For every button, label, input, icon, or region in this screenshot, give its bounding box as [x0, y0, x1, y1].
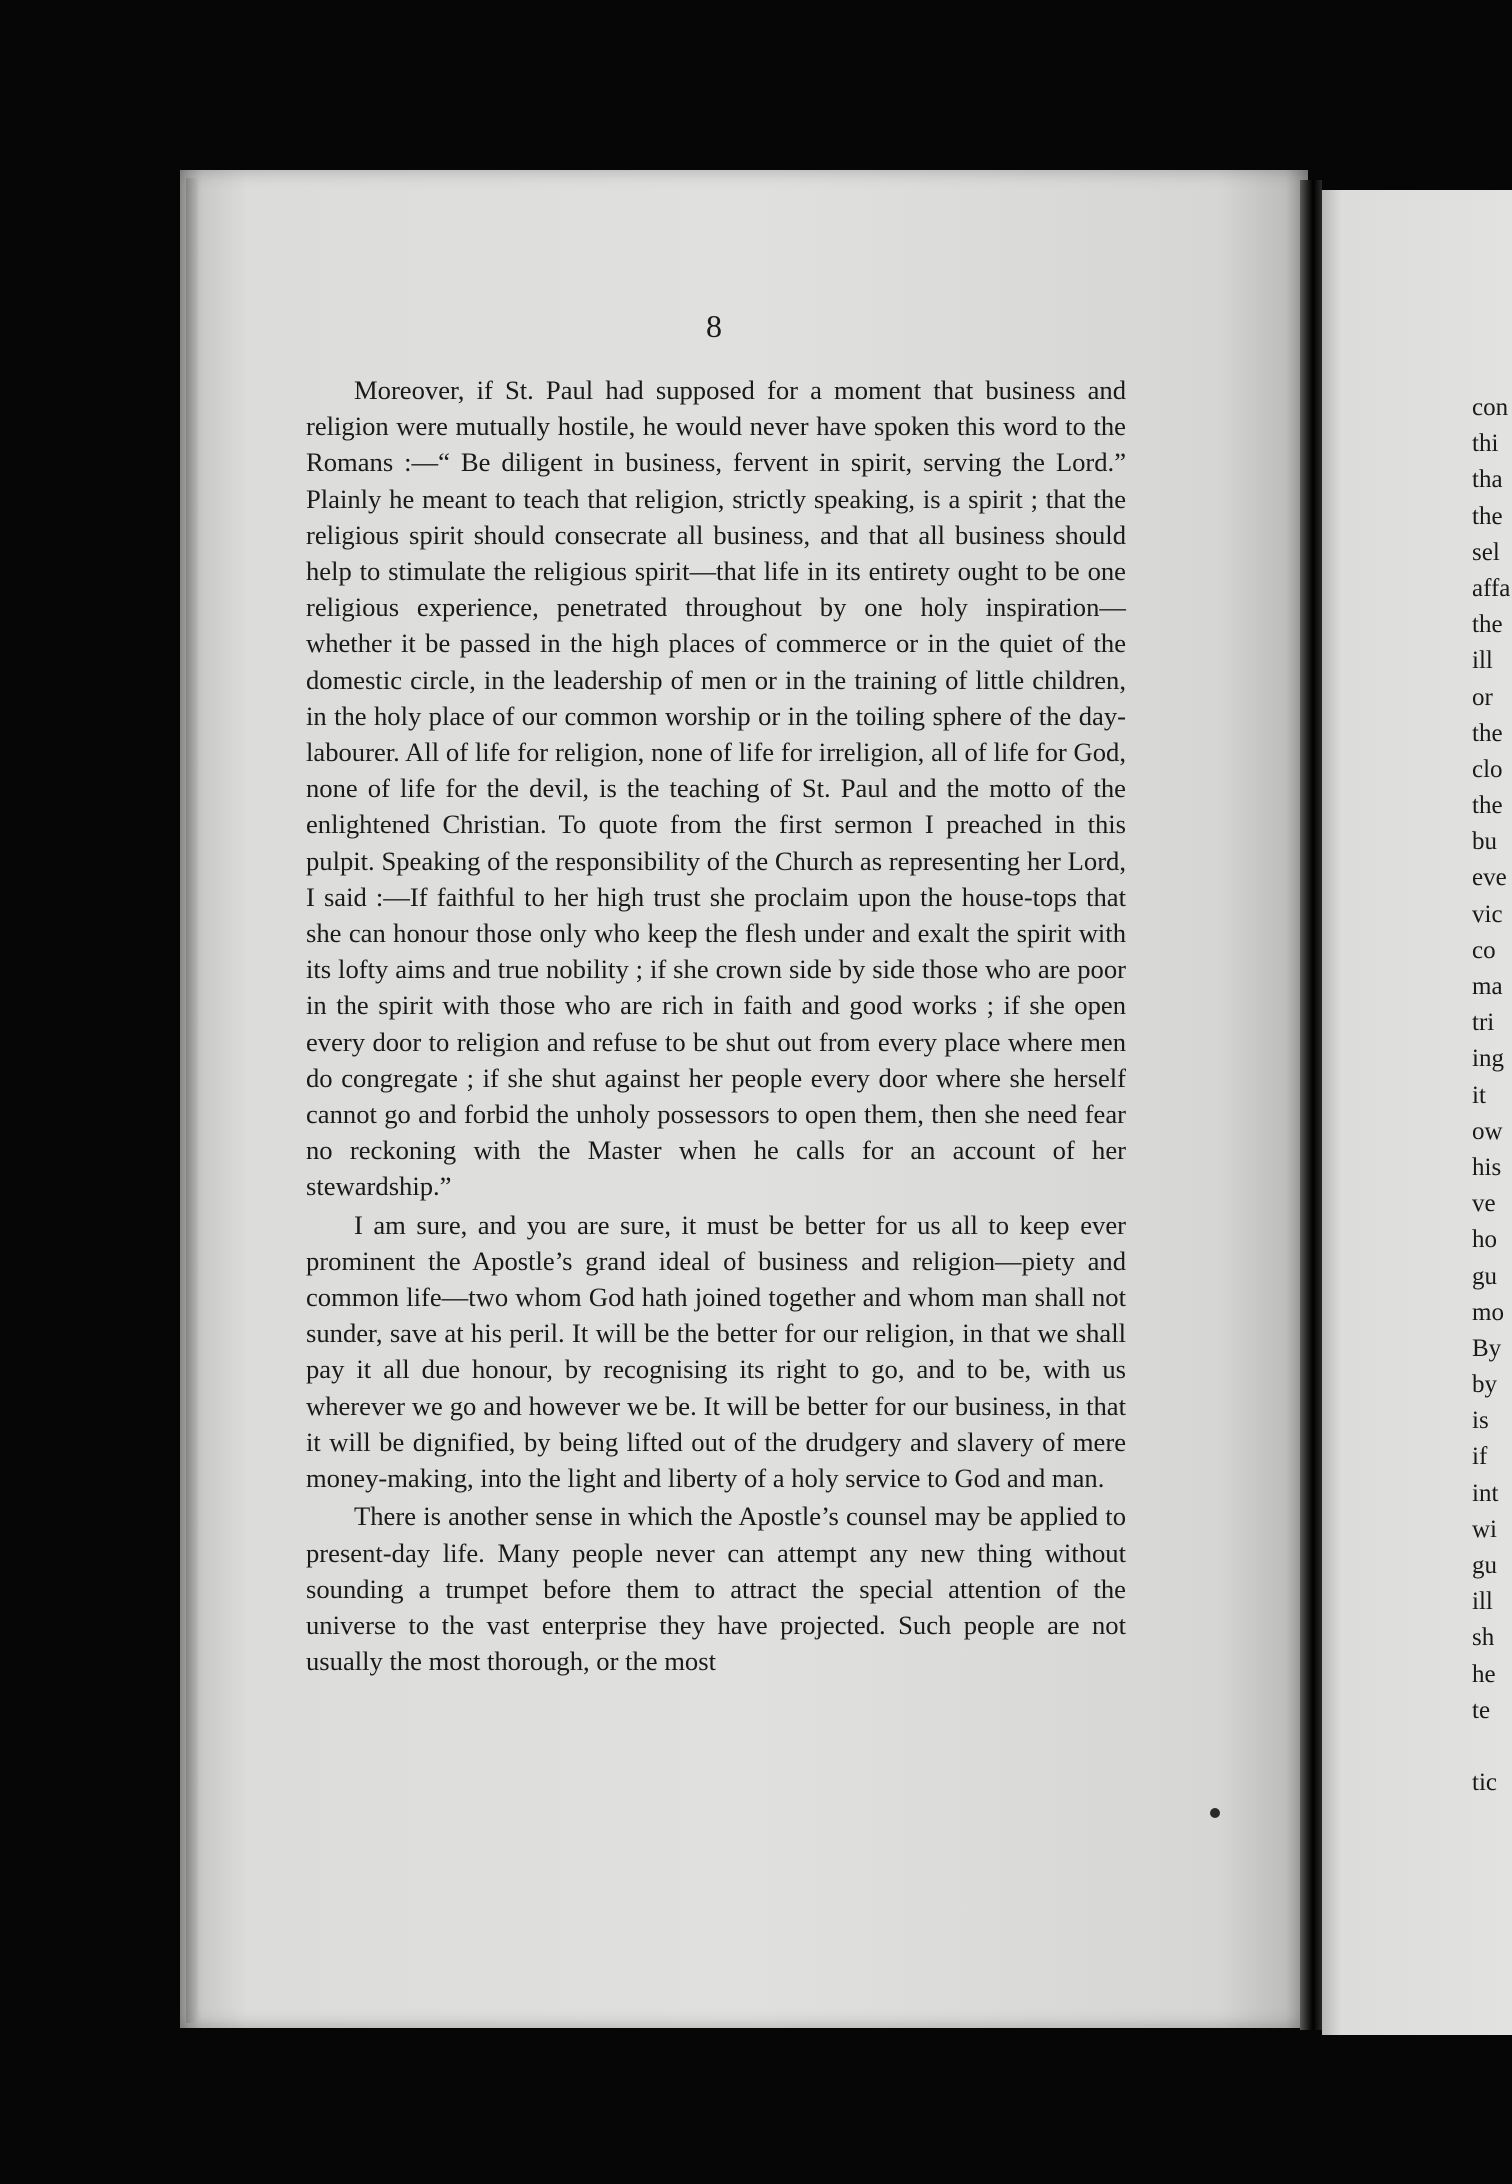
facing-page-line: ma [1472, 973, 1503, 1000]
facing-page-line: con [1472, 394, 1509, 421]
facing-page-line: te [1472, 1696, 1491, 1724]
facing-page-line: thi [1472, 430, 1499, 458]
facing-page-line: clo [1472, 755, 1503, 783]
facing-page-line: his [1472, 1153, 1502, 1181]
facing-page-line: mo [1472, 1298, 1504, 1326]
facing-page-line: it [1472, 1081, 1486, 1109]
page-number: 8 [706, 308, 722, 344]
facing-page-line: ill [1472, 1588, 1493, 1616]
facing-page-line: affa [1472, 574, 1511, 602]
facing-page-line: sel [1472, 538, 1500, 566]
facing-page-line: ve [1472, 1190, 1496, 1218]
facing-page-line: tha [1472, 466, 1503, 494]
facing-page-line: if [1472, 1443, 1488, 1471]
facing-page-line: tic [1472, 1769, 1497, 1797]
paragraph: There is another sense in which the Apostle’s counsel may be applied to present-day life. Many people never can attempt any new thing without sounding a trumpet before them to attract the special attention of the universe to the vast enterprise they have projected. Such people are not usually the most thorough, or the most [306, 1501, 1126, 1677]
facing-page-line: sh [1472, 1624, 1495, 1652]
facing-page-line: the [1472, 792, 1503, 820]
facing-page-line: by [1472, 1371, 1497, 1399]
facing-page-line: ill [1472, 647, 1493, 675]
paragraph: Moreover, if St. Paul had supposed for a moment that business and religion were mutually hostile, he would never have spoken this word to the Romans :—“ Be diligent in business, fervent in spirit, serving the Lord.” Plainly he meant to teach that religion, strictly speaking, is a spirit ; that the religious spirit should consecrate all business, and that all business should help to stimulate the religious spirit—that life in its entirety ought to be one religious experience, penetrated throughout by one holy inspiration—whether it be passed in the high places of commerce or in the quiet of the domestic circle, in the leadership of men or in the training of little children, in the holy place of our common worship or in the toiling sphere of the day-labourer. All of life for religion, none of life for irreligion, all of life for God, none of life for the devil, is the teaching of St. Paul and the motto of the enlightened Christian. To quote from the first sermon I preached in this pulpit. Speaking of the responsibility of the Church as representing her Lord, I said :—If faithful to her high trust she proclaim upon the house-tops that she can honour those only who keep the flesh under and exalt the spirit with its lofty aims and true nobility ; if she crown side by side those who are poor in the spirit with those who are rich in faith and good works ; if she open every door to religion and refuse to be shut out from every place where men do congregate ; if she shut against her people every door where she herself cannot go and forbid the unholy possessors to open them, then she need fear no reckoning with the Master when he calls for an account of her stewardship.” [306, 375, 1126, 1202]
page-edge-shadow [186, 178, 198, 2023]
facing-page-line: the [1472, 502, 1503, 530]
facing-page-line: int [1472, 1479, 1499, 1507]
ink-spot [1210, 1808, 1220, 1818]
facing-page-line: co [1472, 936, 1496, 964]
facing-page-line: is [1472, 1407, 1489, 1435]
facing-page-line: bu [1472, 828, 1497, 856]
facing-page-line: By [1472, 1334, 1502, 1362]
facing-page-line: gu [1472, 1552, 1497, 1579]
facing-page-line: gu [1472, 1262, 1497, 1290]
facing-page-line: vic [1472, 900, 1503, 928]
paragraph: I am sure, and you are sure, it must be better for us all to keep ever prominent the Apostle’s grand ideal of business and religion—piety and common life—two whom God hath joined together and whom man shall not sunder, save at his peril. It will be the better for our religion, in that we shall pay it all due honour, by recognising its right to go, and to be, with us wherever we go and however we be. It will be better for our business, in that it will be dignified, by being lifted out of the drudgery and slavery of mere money-making, into the light and liberty of a holy service to God and man. [306, 1209, 1126, 1494]
facing-page-line: eve [1472, 864, 1507, 892]
facing-page-line: the [1472, 611, 1503, 639]
facing-page-line: ing [1472, 1045, 1504, 1073]
facing-page-line: tri [1472, 1009, 1495, 1037]
book-gutter [1300, 180, 1322, 2030]
facing-page-line: or [1472, 683, 1493, 711]
facing-page-line: he [1472, 1660, 1496, 1688]
facing-page-line: the [1472, 719, 1503, 747]
facing-page-line [1472, 1729, 1512, 1765]
facing-page-line: wi [1472, 1515, 1497, 1543]
facing-page-line: ow [1472, 1117, 1503, 1145]
facing-page-line: ho [1472, 1226, 1497, 1254]
facing-page-text [1472, 390, 1512, 1801]
body-text [306, 372, 1126, 1679]
